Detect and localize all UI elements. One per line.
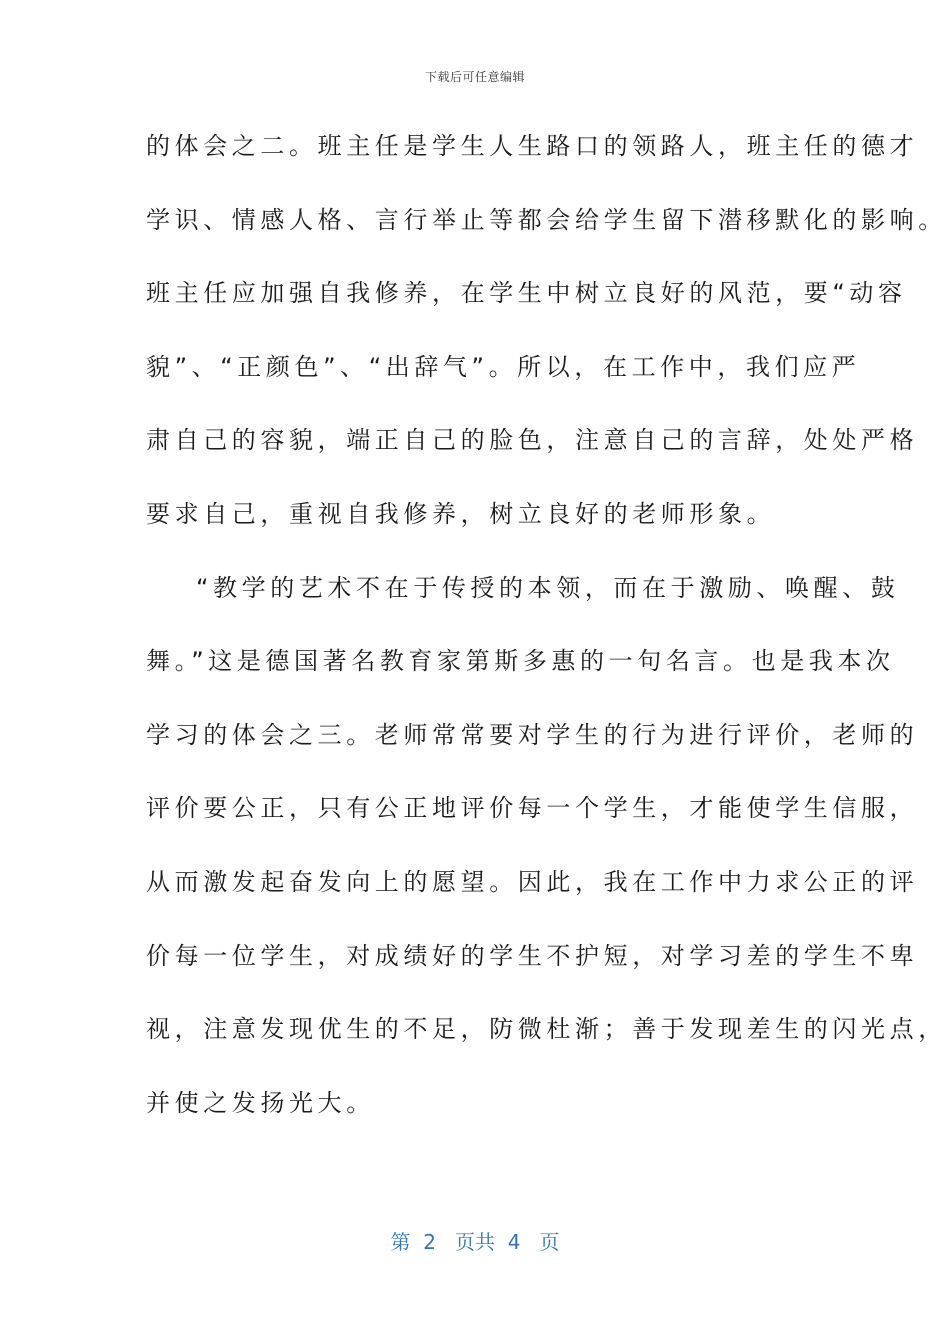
document-body: [146, 124, 947, 1154]
text-line: 价每一位学生，对成绩好的学生不护短，对学习差的学生不卑: [146, 941, 919, 970]
text-line: 肃自己的容貌，端正自己的脸色，注意自己的言辞，处处严格: [146, 426, 919, 455]
text-line: 班主任应加强自我修养，在学生中树立良好的风范，要“动容: [146, 279, 907, 308]
text-line: 并使之发扬光大。: [146, 1088, 375, 1117]
paragraph-start-line: “教学的艺术不在于传授的本领，而在于激励、唤醒、鼓: [196, 573, 900, 602]
page-number-footer: 第 2 页共 4 页: [390, 1230, 560, 1254]
header-note: 下载后可任意编辑: [424, 70, 525, 84]
text-line: 貌”、“正颜色”、“出辞气”。所以，在工作中，我们应严: [146, 352, 861, 381]
text-line: 评价要公正，只有公正地评价每一个学生，才能使学生信服，: [146, 794, 919, 823]
text-line: 学习的体会之三。老师常常要对学生的行为进行评价，老师的: [146, 720, 919, 749]
text-line: 从而激发起奋发向上的愿望。因此，我在工作中力求公正的评: [146, 867, 919, 896]
text-line: 的体会之二。班主任是学生人生路口的领路人，班主任的德才: [146, 132, 919, 160]
text-line: 要求自己，重视自我修养，树立良好的老师形象。: [146, 499, 776, 528]
text-line: 学识、情感人格、言行举止等都会给学生留下潜移默化的影响。: [146, 205, 947, 234]
text-line: 舞。”这是德国著名教育家第斯多惠的一句名言。也是我本次: [146, 647, 895, 676]
text-line: 视，注意发现优生的不足，防微杜渐；善于发现差生的闪光点，: [146, 1015, 947, 1044]
